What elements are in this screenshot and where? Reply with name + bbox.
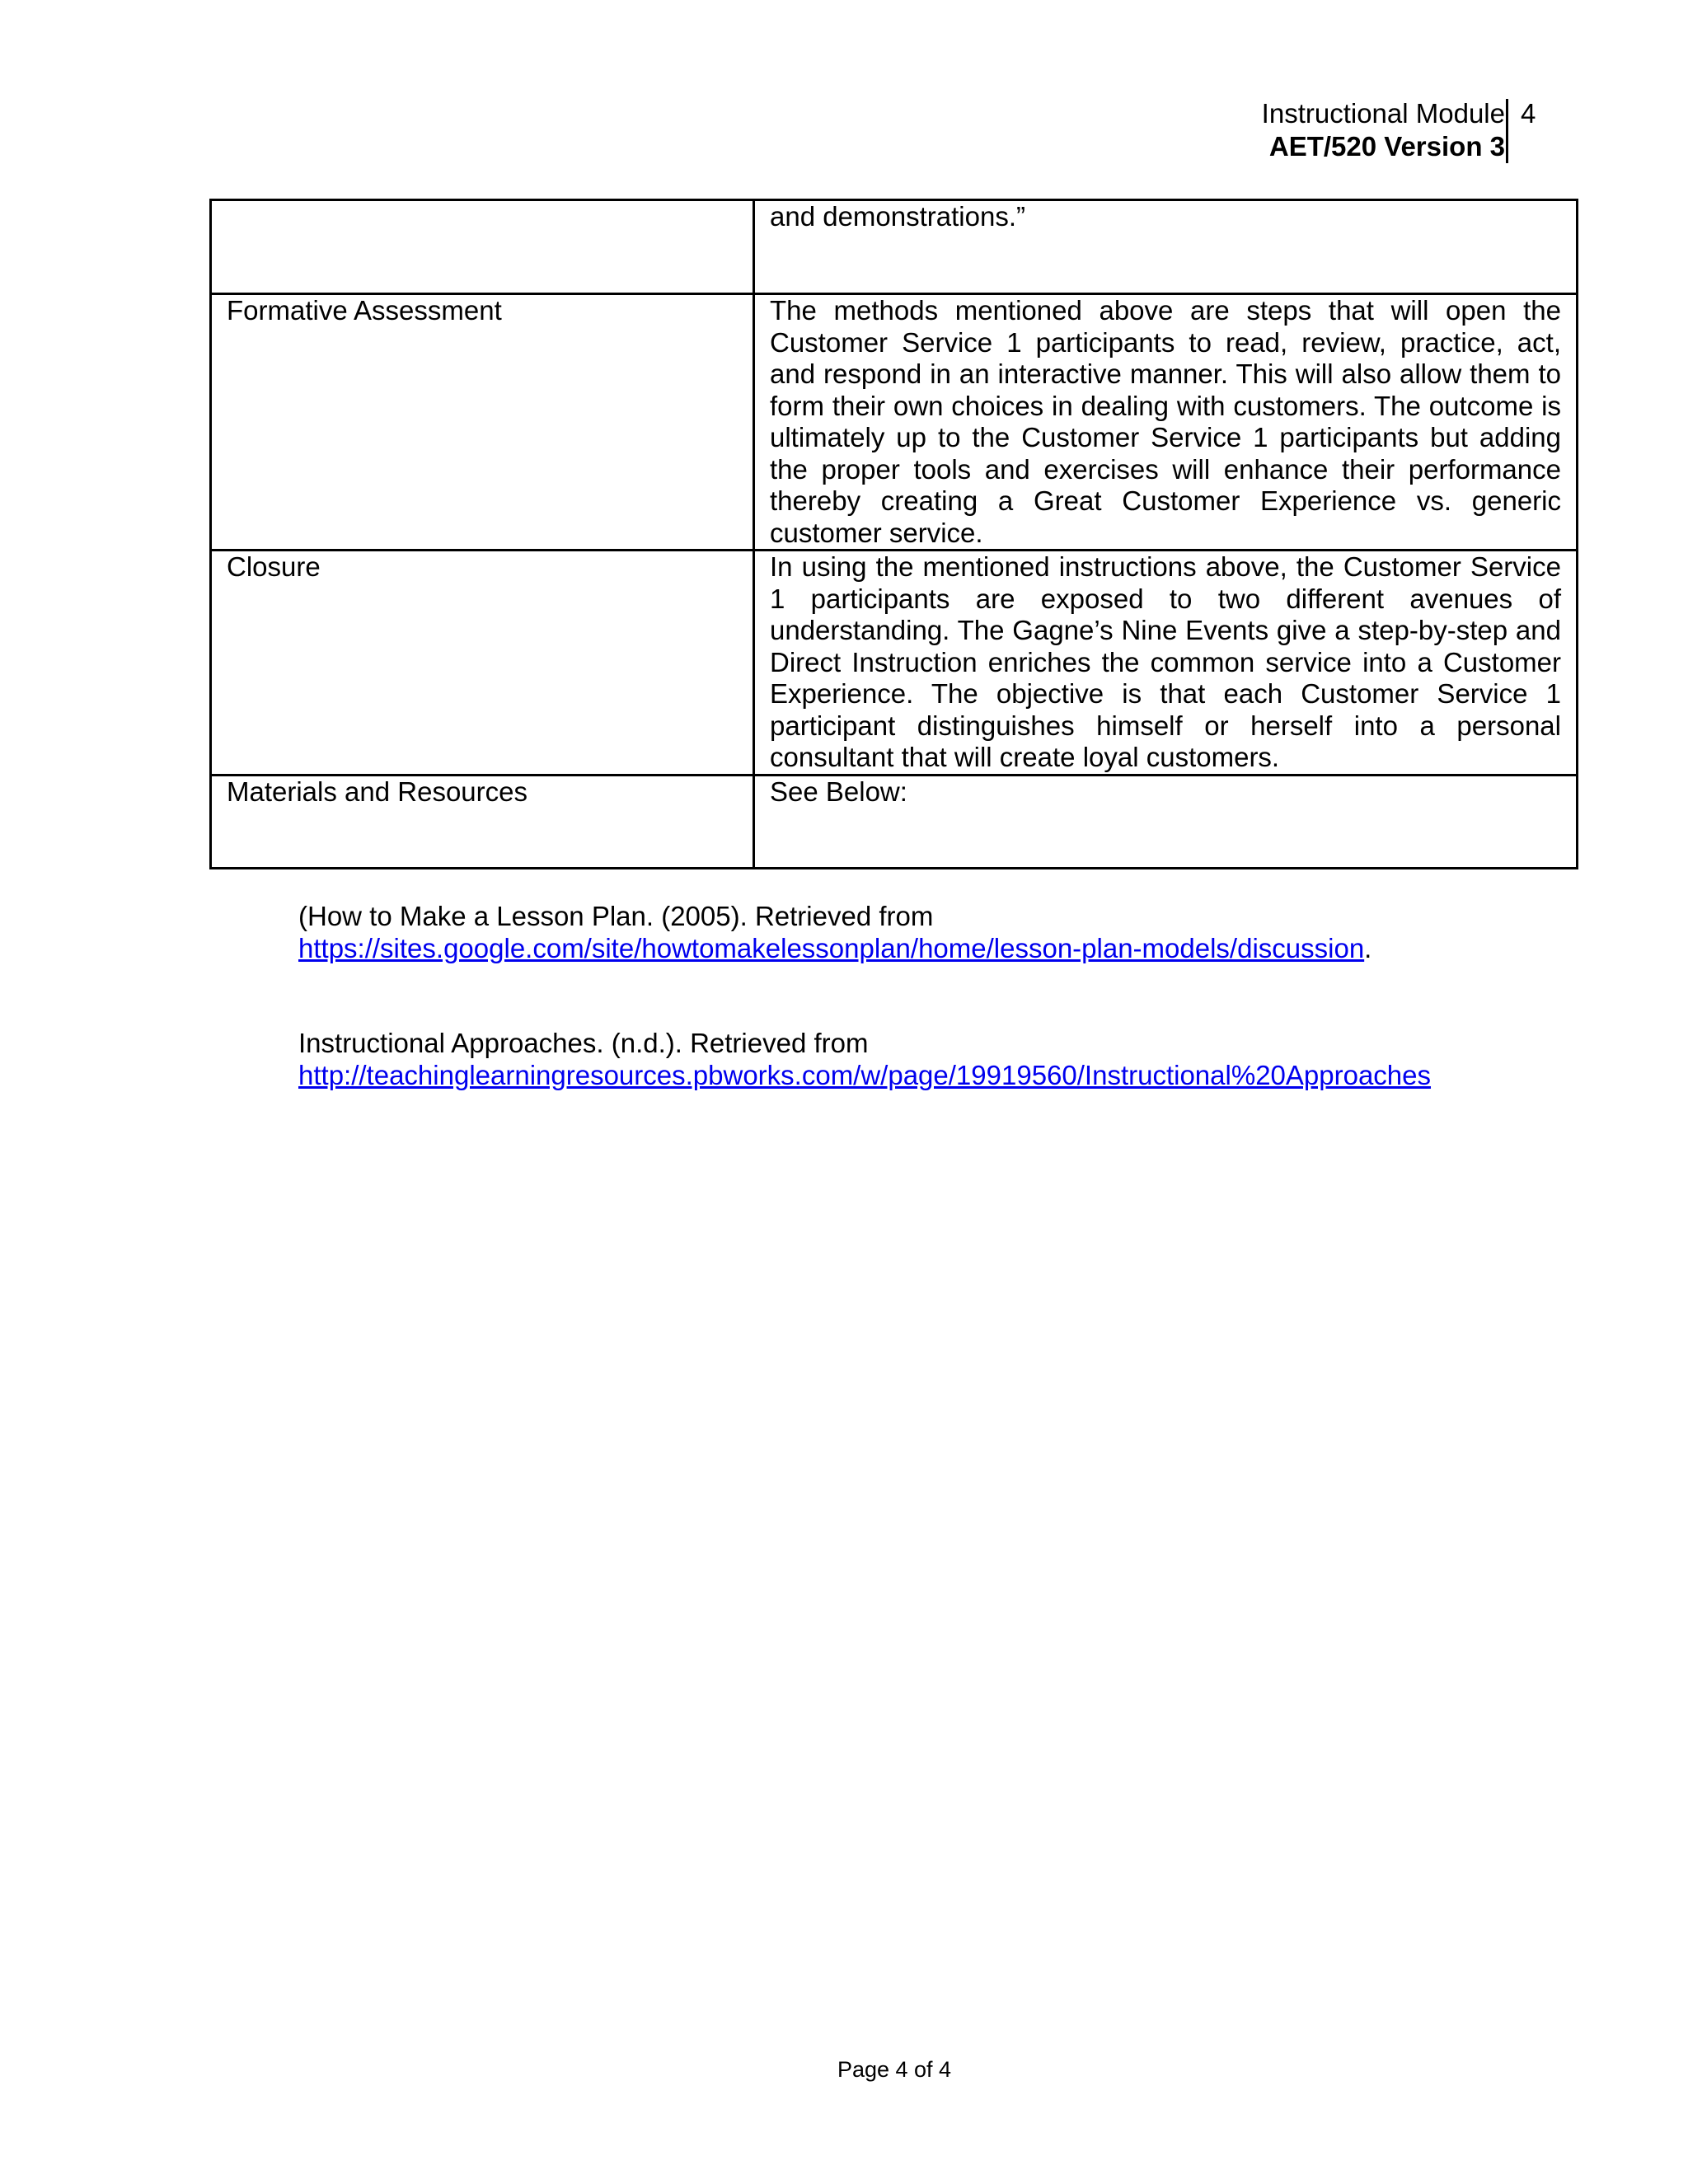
row-label: Materials and Resources	[211, 775, 754, 868]
lesson-plan-table	[209, 199, 1578, 869]
table-row	[211, 294, 1578, 551]
reference-url-line	[298, 1059, 1535, 1091]
reference-link[interactable]: https://sites.google.com/site/howtomakelessonplan/home/lesson-plan-models/discussion	[298, 933, 1365, 963]
page-footer: Page 4 of 4	[837, 2057, 952, 2082]
row-label	[211, 200, 754, 294]
reference-trailing: .	[1364, 933, 1372, 963]
reference-citation: Instructional Approaches. (n.d.). Retrieved from	[298, 1028, 869, 1058]
row-content: The methods mentioned above are steps that will open the Customer Service 1 participants to read, review, practice, act, and respond in an interactive manner. This will also allow them to form their own choices in dealing with customers. The outcome is ultimately up to the Customer Service 1 participants but adding the proper tools and exercises will enhance their performance thereby creating a Great Customer Experience vs. generic customer service.	[754, 294, 1578, 551]
row-content: See Below:	[754, 775, 1578, 868]
header-divider	[1506, 99, 1508, 163]
reference-entry	[298, 1027, 1535, 1091]
header-title: Instructional Module	[1261, 98, 1505, 129]
row-label: Closure	[211, 551, 754, 776]
running-header	[1262, 97, 1505, 163]
header-page-number: 4	[1521, 98, 1536, 129]
table-row	[211, 200, 1578, 294]
table-row	[211, 775, 1578, 868]
reference-url-line	[298, 932, 1535, 964]
row-label: Formative Assessment	[211, 294, 754, 551]
reference-list	[298, 900, 1535, 1154]
reference-link[interactable]: http://teachinglearningresources.pbworks.com/w/page/19919560/Instructional%20Approaches	[298, 1060, 1432, 1090]
row-content: In using the mentioned instructions above, the Customer Service 1 participants are exposed to two different avenues of understanding. The Gagne’s Nine Events give a step-by-step and Direct Instruction enriches the common service into a Customer Experience. The objective is that each Customer Service 1 participant distinguishes himself or herself into a personal consultant that will create loyal customers.	[754, 551, 1578, 776]
table-row	[211, 551, 1578, 776]
row-content: and demonstrations.”	[754, 200, 1578, 294]
reference-entry	[298, 900, 1535, 964]
header-version: AET/520 Version 3	[1268, 131, 1505, 162]
reference-citation: (How to Make a Lesson Plan. (2005). Retrieved from	[298, 901, 934, 931]
